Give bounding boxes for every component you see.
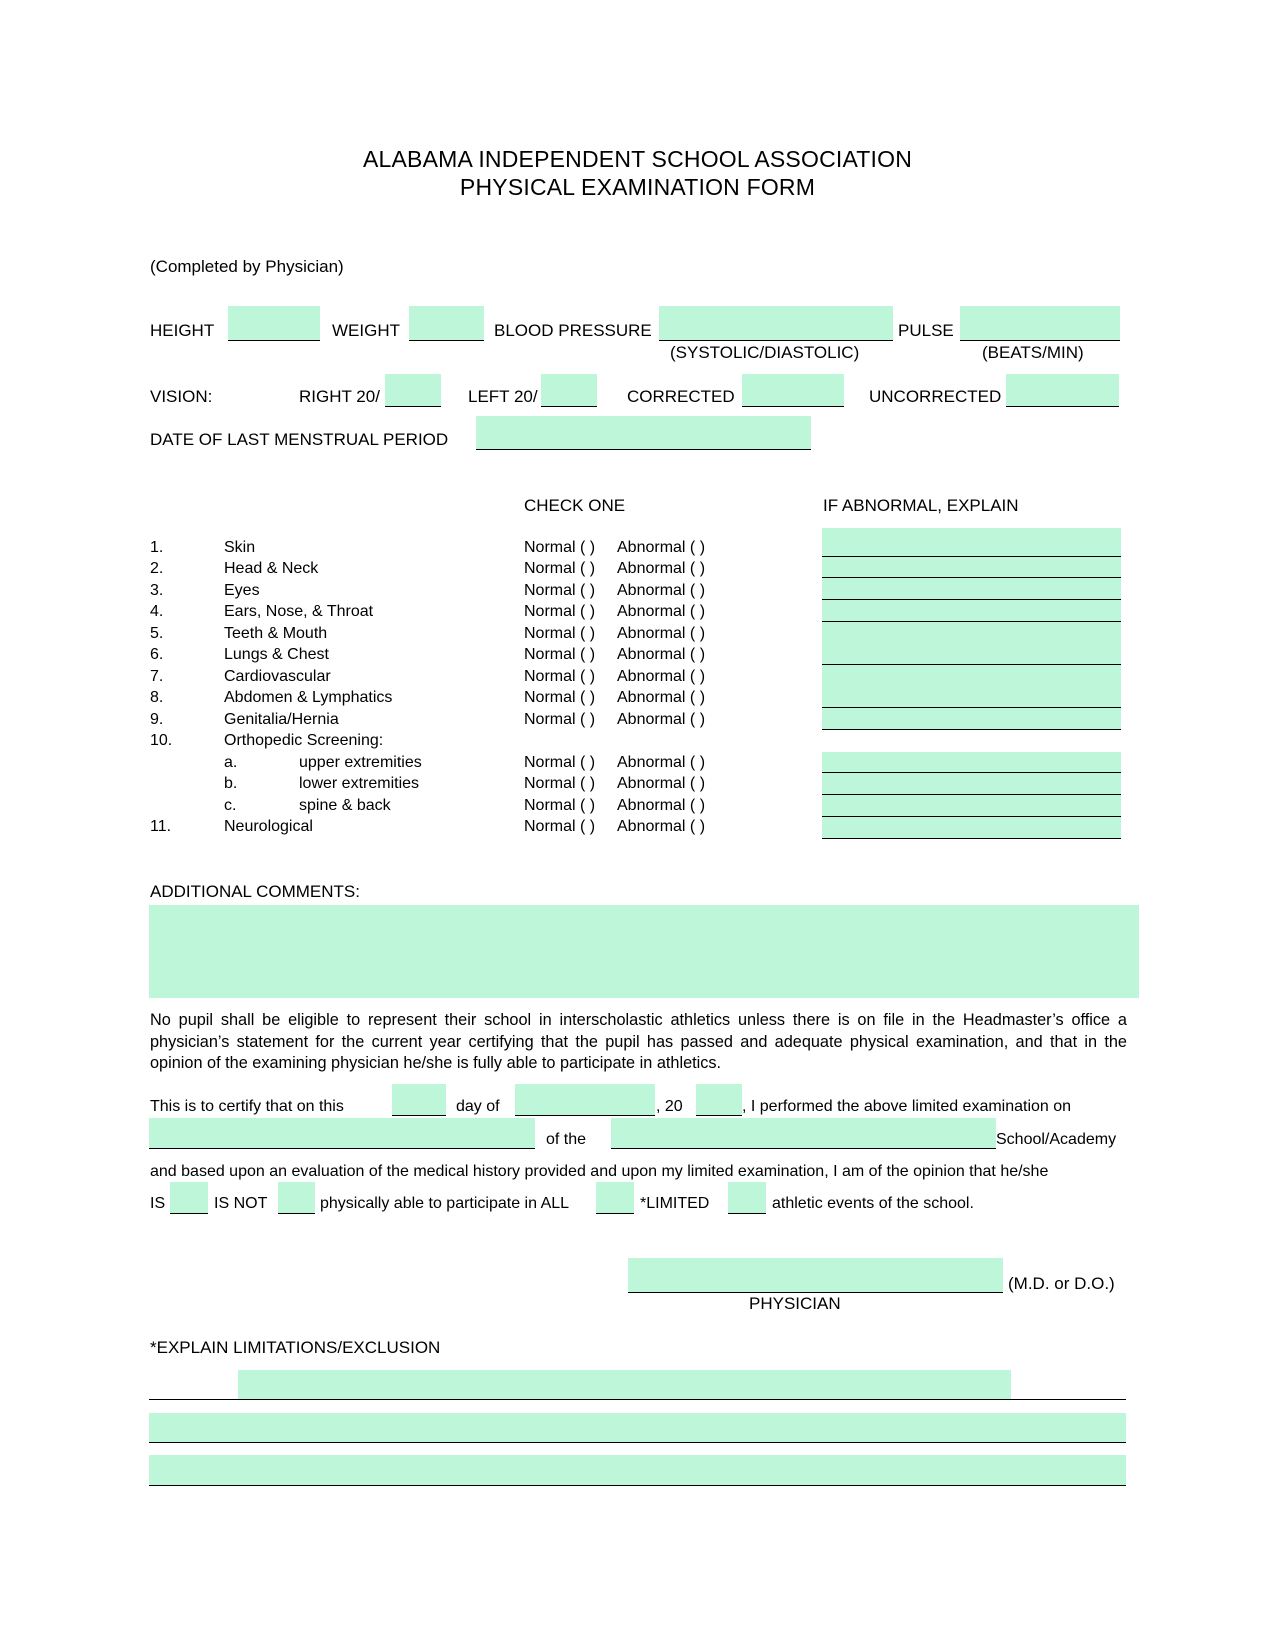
all-field[interactable] <box>596 1182 634 1214</box>
normal-checkbox[interactable]: Normal ( ) <box>524 582 596 599</box>
exam-subitem-letter: b. <box>224 775 238 792</box>
exam-item-label: Lungs & Chest <box>224 646 329 663</box>
normal-checkbox[interactable]: Normal ( ) <box>524 603 596 620</box>
normal-checkbox[interactable]: Normal ( ) <box>524 668 596 685</box>
exam-item-number: 6. <box>150 646 164 663</box>
explain-field-neurological[interactable] <box>822 817 1121 839</box>
exam-item-number: 11. <box>150 818 172 835</box>
vision-left-field[interactable] <box>541 374 597 407</box>
explain-field-ent[interactable] <box>822 600 1121 622</box>
exam-item-number: 7. <box>150 668 164 685</box>
menstrual-field[interactable] <box>476 416 811 450</box>
corrected-label: CORRECTED <box>627 387 735 406</box>
uncorrected-label: UNCORRECTED <box>869 387 1002 406</box>
normal-checkbox[interactable]: Normal ( ) <box>524 797 596 814</box>
limitations-field-3[interactable] <box>149 1455 1126 1486</box>
limitations-field-2[interactable] <box>149 1413 1126 1443</box>
corrected-field[interactable] <box>742 374 844 407</box>
explain-field-cardio[interactable] <box>822 665 1121 687</box>
eligibility-statement: No pupil shall be eligible to represent their school in interscholastic athletics unless there is on file in the Headmaster’s office a physician’s statement for the current year certifying that the pupil has passed and adequate physical examination, and that in the opinion of the examining physician he/she is fully able to participate in athletics. <box>150 1011 1127 1072</box>
athletic-events-text: athletic events of the school. <box>772 1195 974 1212</box>
explain-field-lungs[interactable] <box>822 643 1121 665</box>
normal-checkbox[interactable]: Normal ( ) <box>524 560 596 577</box>
exam-item-number: 8. <box>150 689 164 706</box>
limitations-line-1 <box>149 1399 1126 1400</box>
exam-item-label: Cardiovascular <box>224 668 331 685</box>
patient-name-field[interactable] <box>149 1118 535 1149</box>
explain-field-genitalia[interactable] <box>822 708 1121 730</box>
normal-checkbox[interactable]: Normal ( ) <box>524 818 596 835</box>
exam-item-label: spine & back <box>299 797 391 814</box>
explain-field-skin[interactable] <box>822 528 1121 557</box>
weight-label: WEIGHT <box>332 321 400 340</box>
certify-text-2: , I performed the above limited examination on <box>742 1098 1072 1115</box>
is-not-label: IS NOT <box>214 1195 268 1212</box>
vision-right-field[interactable] <box>385 374 441 407</box>
exam-item-number: 3. <box>150 582 164 599</box>
form-title-line2: PHYSICAL EXAMINATION FORM <box>459 174 816 200</box>
exam-item-number: 2. <box>150 560 164 577</box>
normal-checkbox[interactable]: Normal ( ) <box>524 775 596 792</box>
comments-field[interactable] <box>149 905 1139 998</box>
abnormal-checkbox[interactable]: Abnormal ( ) <box>617 711 706 728</box>
exam-item-number: 4. <box>150 603 164 620</box>
exam-item-label: Skin <box>224 539 256 556</box>
abnormal-checkbox[interactable]: Abnormal ( ) <box>617 539 706 556</box>
abnormal-checkbox[interactable]: Abnormal ( ) <box>617 775 706 792</box>
is-field[interactable] <box>170 1182 208 1214</box>
menstrual-label: DATE OF LAST MENSTRUAL PERIOD <box>150 430 449 449</box>
school-name-field[interactable] <box>611 1118 996 1149</box>
height-label: HEIGHT <box>150 321 215 340</box>
uncorrected-field[interactable] <box>1006 374 1119 407</box>
abnormal-checkbox[interactable]: Abnormal ( ) <box>617 582 706 599</box>
limited-field[interactable] <box>728 1182 766 1214</box>
abnormal-checkbox[interactable]: Abnormal ( ) <box>617 754 706 771</box>
abnormal-checkbox[interactable]: Abnormal ( ) <box>617 689 706 706</box>
comments-label: ADDITIONAL COMMENTS: <box>150 882 360 901</box>
certify-text-1: This is to certify that on this <box>150 1098 344 1115</box>
physically-able-text: physically able to participate in ALL <box>320 1195 570 1212</box>
normal-checkbox[interactable]: Normal ( ) <box>524 646 596 663</box>
certify-text-3: and based upon an evaluation of the medical history provided and upon my limited examination, I am of the opinion that he/she <box>150 1163 1049 1180</box>
certify-20: , 20 <box>656 1098 683 1115</box>
completed-by-note: (Completed by Physician) <box>150 257 344 276</box>
exam-item-label: Genitalia/Hernia <box>224 711 339 728</box>
certify-day-field[interactable] <box>392 1084 446 1116</box>
exam-item-label: upper extremities <box>299 754 422 771</box>
explain-field-spine[interactable] <box>822 795 1121 817</box>
exam-item-number: 10. <box>150 732 173 749</box>
physician-label: PHYSICIAN <box>749 1294 841 1313</box>
exam-item-label: Abdomen & Lymphatics <box>224 689 393 706</box>
abnormal-checkbox[interactable]: Abnormal ( ) <box>617 603 706 620</box>
vision-right-label: RIGHT 20/ <box>299 387 380 406</box>
exam-item-number: 9. <box>150 711 164 728</box>
limited-label: *LIMITED <box>640 1195 710 1212</box>
exam-item-number: 1. <box>150 539 164 556</box>
normal-checkbox[interactable]: Normal ( ) <box>524 625 596 642</box>
certify-year-field[interactable] <box>696 1084 742 1116</box>
normal-checkbox[interactable]: Normal ( ) <box>524 711 596 728</box>
vision-left-label: LEFT 20/ <box>468 387 538 406</box>
explain-field-head-neck[interactable] <box>822 557 1121 578</box>
limitations-label: *EXPLAIN LIMITATIONS/EXCLUSION <box>150 1338 441 1357</box>
height-field[interactable] <box>228 306 320 341</box>
exam-subitem-letter: c. <box>224 797 237 814</box>
exam-item-label: Teeth & Mouth <box>224 625 328 642</box>
normal-checkbox[interactable]: Normal ( ) <box>524 539 596 556</box>
normal-checkbox[interactable]: Normal ( ) <box>524 754 596 771</box>
school-academy-label: School/Academy <box>996 1131 1117 1148</box>
is-not-field[interactable] <box>278 1182 315 1214</box>
weight-field[interactable] <box>409 306 484 341</box>
abnormal-checkbox[interactable]: Abnormal ( ) <box>617 625 706 642</box>
vision-label: VISION: <box>150 387 213 406</box>
normal-checkbox[interactable]: Normal ( ) <box>524 689 596 706</box>
exam-item-label: Eyes <box>224 582 260 599</box>
limitations-field-1[interactable] <box>238 1370 1011 1399</box>
exam-item-label: Ears, Nose, & Throat <box>224 603 374 620</box>
explain-field-upper-extremities[interactable] <box>822 752 1121 773</box>
explain-field-eyes[interactable] <box>822 578 1121 600</box>
md-do-label: (M.D. or D.O.) <box>1008 1274 1115 1293</box>
pulse-field[interactable] <box>960 306 1120 341</box>
exam-item-number: 5. <box>150 625 164 642</box>
exam-item-label: Neurological <box>224 818 313 835</box>
exam-item-label: Orthopedic Screening: <box>224 732 384 749</box>
certify-of-the: of the <box>546 1131 587 1148</box>
physician-signature-field[interactable] <box>628 1258 1003 1293</box>
pulse-hint: (BEATS/MIN) <box>982 343 1084 362</box>
explain-header: IF ABNORMAL, EXPLAIN <box>823 496 1019 515</box>
is-label: IS <box>150 1195 166 1212</box>
exam-subitem-letter: a. <box>224 754 238 771</box>
certify-month-field[interactable] <box>515 1084 655 1116</box>
explain-field-teeth[interactable] <box>822 622 1121 644</box>
check-one-header: CHECK ONE <box>524 496 626 515</box>
exam-item-label: Head & Neck <box>224 560 319 577</box>
certify-day-of: day of <box>456 1098 500 1115</box>
abnormal-checkbox[interactable]: Abnormal ( ) <box>617 797 706 814</box>
abnormal-checkbox[interactable]: Abnormal ( ) <box>617 818 706 835</box>
abnormal-checkbox[interactable]: Abnormal ( ) <box>617 646 706 663</box>
form-title-line1: ALABAMA INDEPENDENT SCHOOL ASSOCIATION <box>362 146 913 172</box>
explain-field-lower-extremities[interactable] <box>822 773 1121 795</box>
blood-pressure-field[interactable] <box>659 306 893 341</box>
pulse-label: PULSE <box>898 321 954 340</box>
exam-item-label: lower extremities <box>299 775 420 792</box>
blood-pressure-label: BLOOD PRESSURE <box>494 321 652 340</box>
abnormal-checkbox[interactable]: Abnormal ( ) <box>617 668 706 685</box>
abnormal-checkbox[interactable]: Abnormal ( ) <box>617 560 706 577</box>
explain-field-abdomen[interactable] <box>822 686 1121 708</box>
bp-hint: (SYSTOLIC/DIASTOLIC) <box>670 343 860 362</box>
